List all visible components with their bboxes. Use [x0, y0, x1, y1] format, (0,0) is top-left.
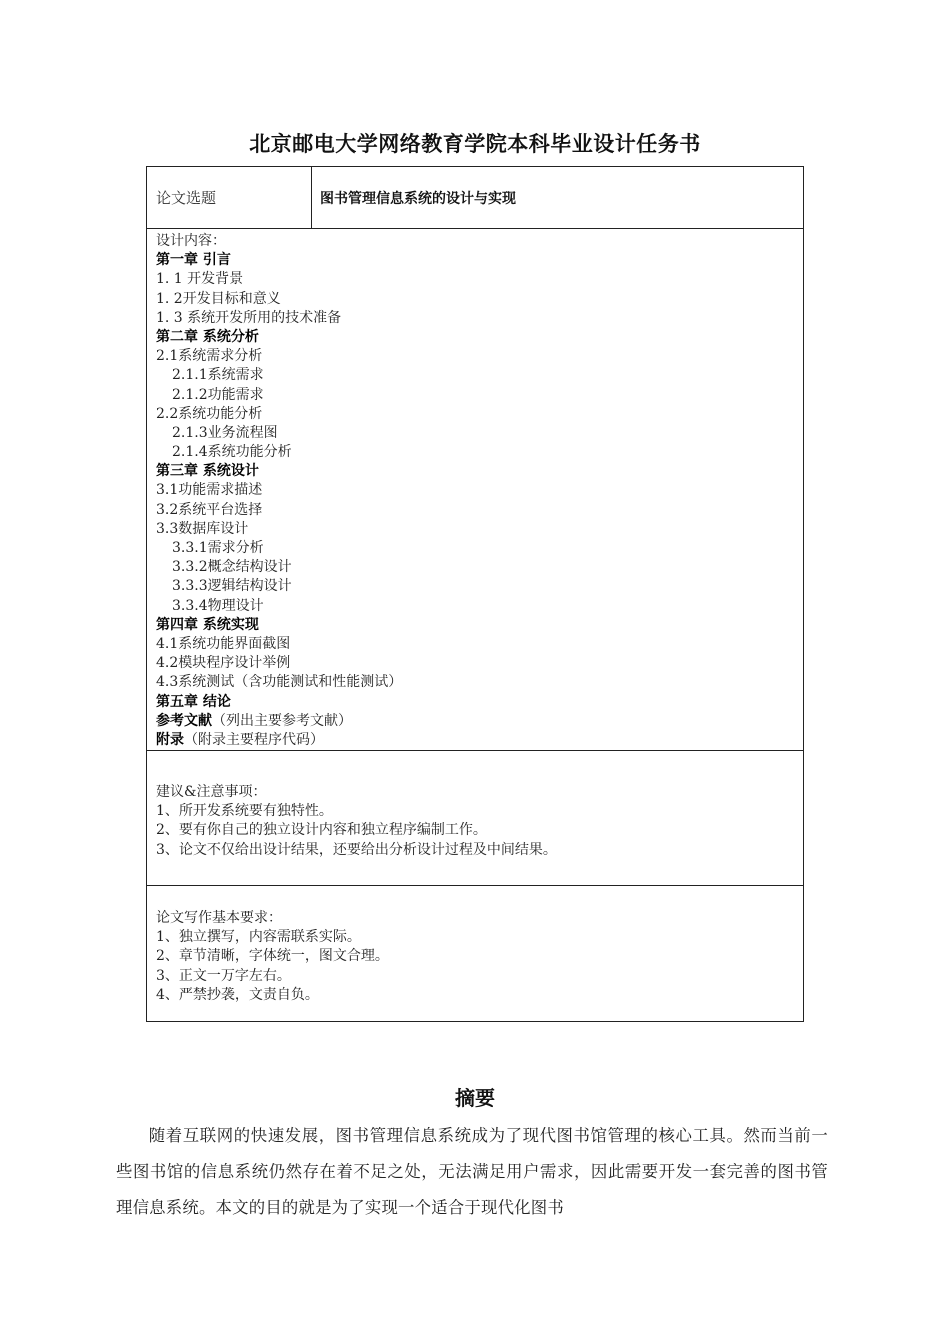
- outline-line: 3.3数据库设计: [156, 520, 249, 537]
- writing-requirements-cell: [147, 886, 804, 1022]
- outline-line: 第一章 引言: [156, 252, 231, 269]
- outline-line: 第三章 系统设计: [156, 463, 259, 480]
- appendix-note: （附录主要程序代码）: [184, 731, 324, 748]
- outline-line: 1. 3 系统开发所用的技术准备: [156, 309, 342, 326]
- abstract-title: 摘要: [455, 1086, 495, 1110]
- outline-line: 4.3系统测试（含功能测试和性能测试）: [156, 674, 403, 691]
- document-title: 北京邮电大学网络教育学院本科毕业设计任务书: [249, 132, 701, 156]
- notes-heading: 建议&注意事项：: [156, 784, 267, 801]
- outline-line: 第五章 结论: [156, 693, 231, 710]
- outline-line: 2.1.4系统功能分析: [172, 444, 292, 461]
- outline-line: 3.3.4物理设计: [172, 597, 264, 614]
- outline-line: 3.3.3逻辑结构设计: [172, 578, 292, 595]
- references-note: （列出主要参考文献）: [212, 712, 352, 729]
- writing-requirements-row: [147, 886, 804, 1022]
- requirements-item: 3、正文一万字左右。: [156, 967, 291, 984]
- appendix-label: 附录: [156, 731, 184, 748]
- design-content-row: [147, 229, 804, 751]
- requirements-heading: 论文写作基本要求：: [156, 910, 282, 927]
- outline-line: 3.3.2概念结构设计: [172, 559, 292, 576]
- outline-line: 2.2系统功能分析: [156, 405, 263, 422]
- requirements-item: 4、严禁抄袭，文责自负。: [156, 986, 319, 1003]
- design-content-cell: [147, 229, 804, 751]
- outline-line: 4.1系统功能界面截图: [156, 635, 291, 652]
- topic-row: [147, 167, 804, 229]
- requirements-item: 1、独立撰写，内容需联系实际。: [156, 929, 361, 946]
- notes-item: 2、要有你自己的独立设计内容和独立程序编制工作。: [156, 822, 487, 839]
- outline-line: 1. 2开发目标和意义: [156, 290, 281, 307]
- design-content-heading: 设计内容：: [156, 233, 226, 249]
- outline-line: 3.2系统平台选择: [156, 501, 263, 518]
- notes-row: [147, 751, 804, 886]
- outline-line: 4.2模块程序设计举例: [156, 655, 291, 672]
- topic-value: 图书管理信息系统的设计与实现: [312, 167, 804, 229]
- references-line: [156, 712, 803, 731]
- appendix-line: [156, 731, 803, 750]
- references-label: 参考文献: [156, 712, 212, 729]
- outline-line: 3.3.1需求分析: [172, 540, 264, 556]
- notes-item: 3、论文不仅给出设计结果，还要给出分析设计过程及中间结果。: [156, 841, 557, 858]
- outline-line: 2.1.1系统需求: [172, 367, 264, 384]
- abstract-body: 随着互联网的快速发展，图书管理信息系统成为了现代图书馆管理的核心工具。然而当前一些图书馆的信息系统仍然存在着不足之处，无法满足用户需求，因此需要开发一套完善的图书管理信息系统。本文的目的就是为了实现一个适合于现代化图书: [116, 1126, 828, 1217]
- outline-line: 2.1.2功能需求: [172, 386, 264, 403]
- outline-line: 2.1.3业务流程图: [172, 424, 278, 441]
- outline-line: 3.1功能需求描述: [156, 482, 263, 499]
- outline-line: 1. 1 开发背景: [156, 271, 244, 288]
- outline-line: 第二章 系统分析: [156, 328, 259, 345]
- outline-line: 2.1系统需求分析: [156, 348, 263, 365]
- task-table: [146, 166, 804, 1022]
- outline-line: 第四章 系统实现: [156, 616, 259, 633]
- notes-item: 1、所开发系统要有独特性。: [156, 803, 333, 820]
- notes-cell: [147, 751, 804, 886]
- topic-label: 论文选题: [147, 167, 312, 229]
- requirements-item: 2、章节清晰，字体统一，图文合理。: [156, 948, 389, 965]
